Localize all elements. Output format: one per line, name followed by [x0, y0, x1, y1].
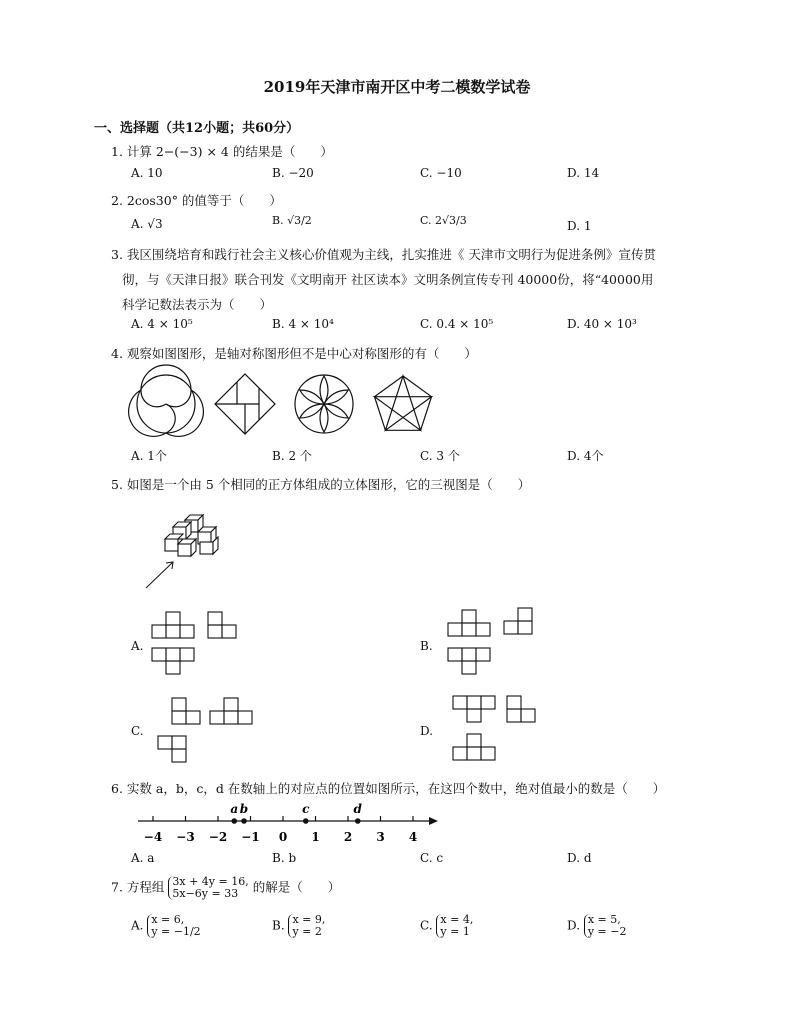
question-3-line-2: 彻，与《天津日报》联合刊发《文明南开 社区读本》文明条例宣传专刊 40000份，将“40000用: [122, 272, 654, 287]
q7-stem-prefix: 7. 方程组: [111, 879, 165, 895]
question-7-stem: [111, 876, 340, 900]
q1-option-c[interactable]: C. −10: [420, 166, 462, 180]
q6-option-d[interactable]: D. d: [567, 851, 592, 865]
q7-option-c[interactable]: [420, 914, 473, 938]
number-line-tick-label: 1: [311, 830, 320, 844]
page-title: 2019年天津市南开区中考二模数学试卷: [263, 78, 531, 96]
question-2-stem: 2. 2cos30° 的值等于（ ）: [111, 193, 282, 208]
number-line-tick-label: −4: [143, 830, 163, 844]
q3-option-a[interactable]: A. 4 × 10⁵: [131, 317, 193, 331]
q3-option-c[interactable]: C. 0.4 × 10⁵: [420, 317, 494, 331]
q7-option-c-system: [436, 914, 473, 938]
q5-option-b[interactable]: B.: [420, 639, 433, 653]
number-line-point-b: [241, 818, 247, 824]
q7-option-c-line-2: y = 1: [440, 925, 470, 938]
q6-option-c[interactable]: C. c: [420, 851, 444, 865]
number-line-tick-label: −2: [208, 830, 228, 844]
q7-option-b[interactable]: [272, 914, 325, 938]
q3-option-d[interactable]: D. 40 × 10³: [567, 317, 637, 331]
q4-option-b[interactable]: B. 2 个: [272, 449, 312, 463]
q7-option-a-label: A.: [131, 918, 144, 933]
question-3-line-3: 科学记数法表示为（ ）: [122, 297, 273, 312]
section-heading: 一、选择题（共12小题；共60分）: [94, 121, 300, 136]
q1-option-d[interactable]: D. 14: [567, 166, 600, 180]
q4-option-d[interactable]: D. 4个: [567, 449, 604, 463]
q7-option-a-line-2: y = −1/2: [151, 925, 201, 938]
q7-option-b-line-2: y = 2: [292, 925, 322, 938]
q2-option-d[interactable]: D. 1: [567, 219, 592, 233]
question-3-line-1: 3. 我区围绕培育和践行社会主义核心价值观为主线，扎实推进《 天津市文明行为促进条例》宣传贯: [111, 247, 656, 262]
question-5-stem: 5. 如图是一个由 5 个相同的正方体组成的立体图形，它的三视图是（ ）: [111, 477, 531, 492]
q5-option-a[interactable]: A.: [131, 639, 144, 653]
number-line-point-label-b: b: [239, 802, 249, 816]
q7-option-d[interactable]: [567, 914, 626, 938]
number-line-tick-label: 2: [343, 830, 353, 844]
q1-option-b[interactable]: B. −20: [272, 166, 314, 180]
q1-option-a[interactable]: A. 10: [131, 166, 163, 180]
number-line-tick-label: 4: [408, 830, 418, 844]
q4-option-c[interactable]: C. 3 个: [420, 449, 460, 463]
q7-option-a-line-1: x = 6,: [151, 913, 185, 926]
number-line-tick-label: 3: [376, 830, 385, 844]
number-line-point-d: [355, 818, 361, 824]
q7-option-d-system: [584, 914, 627, 938]
q3-option-b[interactable]: B. 4 × 10⁴: [272, 317, 334, 331]
q5-option-d[interactable]: D.: [420, 724, 434, 738]
q6-option-a[interactable]: A. a: [131, 851, 155, 865]
q5-option-c[interactable]: C.: [131, 724, 144, 738]
q7-equation-1: 3x + 4y = 16,: [172, 875, 249, 888]
q7-option-d-line-1: x = 5,: [587, 913, 621, 926]
q7-option-c-label: C.: [420, 918, 433, 933]
number-line-tick-label: 0: [278, 830, 288, 844]
q7-option-a[interactable]: [131, 914, 201, 938]
number-line-arrow: [429, 817, 438, 825]
q2-option-a[interactable]: A. √3: [131, 217, 163, 231]
q7-option-b-system: [288, 914, 325, 938]
q7-option-c-line-1: x = 4,: [440, 913, 474, 926]
q6-option-b[interactable]: B. b: [272, 851, 297, 865]
q7-option-d-line-2: y = −2: [587, 925, 627, 938]
question-6-stem: 6. 实数 a，b，c，d 在数轴上的对应点的位置如图所示，在这四个数中，绝对值最小的数是（ ）: [111, 781, 666, 796]
q2-option-c[interactable]: C. 2√3/3: [420, 214, 467, 227]
question-1-stem: 1. 计算 2−(−3) × 4 的结果是（ ）: [111, 144, 333, 159]
number-line-point-a: [231, 818, 237, 824]
number-line-tick-label: −1: [241, 830, 260, 844]
number-line-point-label-d: d: [353, 802, 362, 816]
q7-option-b-line-1: x = 9,: [292, 913, 326, 926]
number-line-tick-label: −3: [176, 830, 195, 844]
number-line-point-label-a: a: [230, 802, 239, 816]
question-4-stem: 4. 观察如图图形，是轴对称图形但不是中心对称图形的有（ ）: [111, 346, 477, 361]
q4-option-a[interactable]: A. 1个: [131, 449, 167, 463]
q7-option-b-label: B.: [272, 918, 285, 933]
q7-option-a-system: [147, 914, 200, 938]
number-line-point-c: [303, 818, 309, 824]
q7-equation-2: 5x−6y = 33: [172, 887, 239, 900]
q7-option-d-label: D.: [567, 918, 581, 933]
q7-equation-system: [168, 876, 248, 900]
number-line-point-label-c: c: [302, 802, 310, 816]
q2-option-b[interactable]: B. √3/2: [272, 214, 312, 227]
q7-stem-suffix: 的解是（ ）: [252, 879, 341, 895]
